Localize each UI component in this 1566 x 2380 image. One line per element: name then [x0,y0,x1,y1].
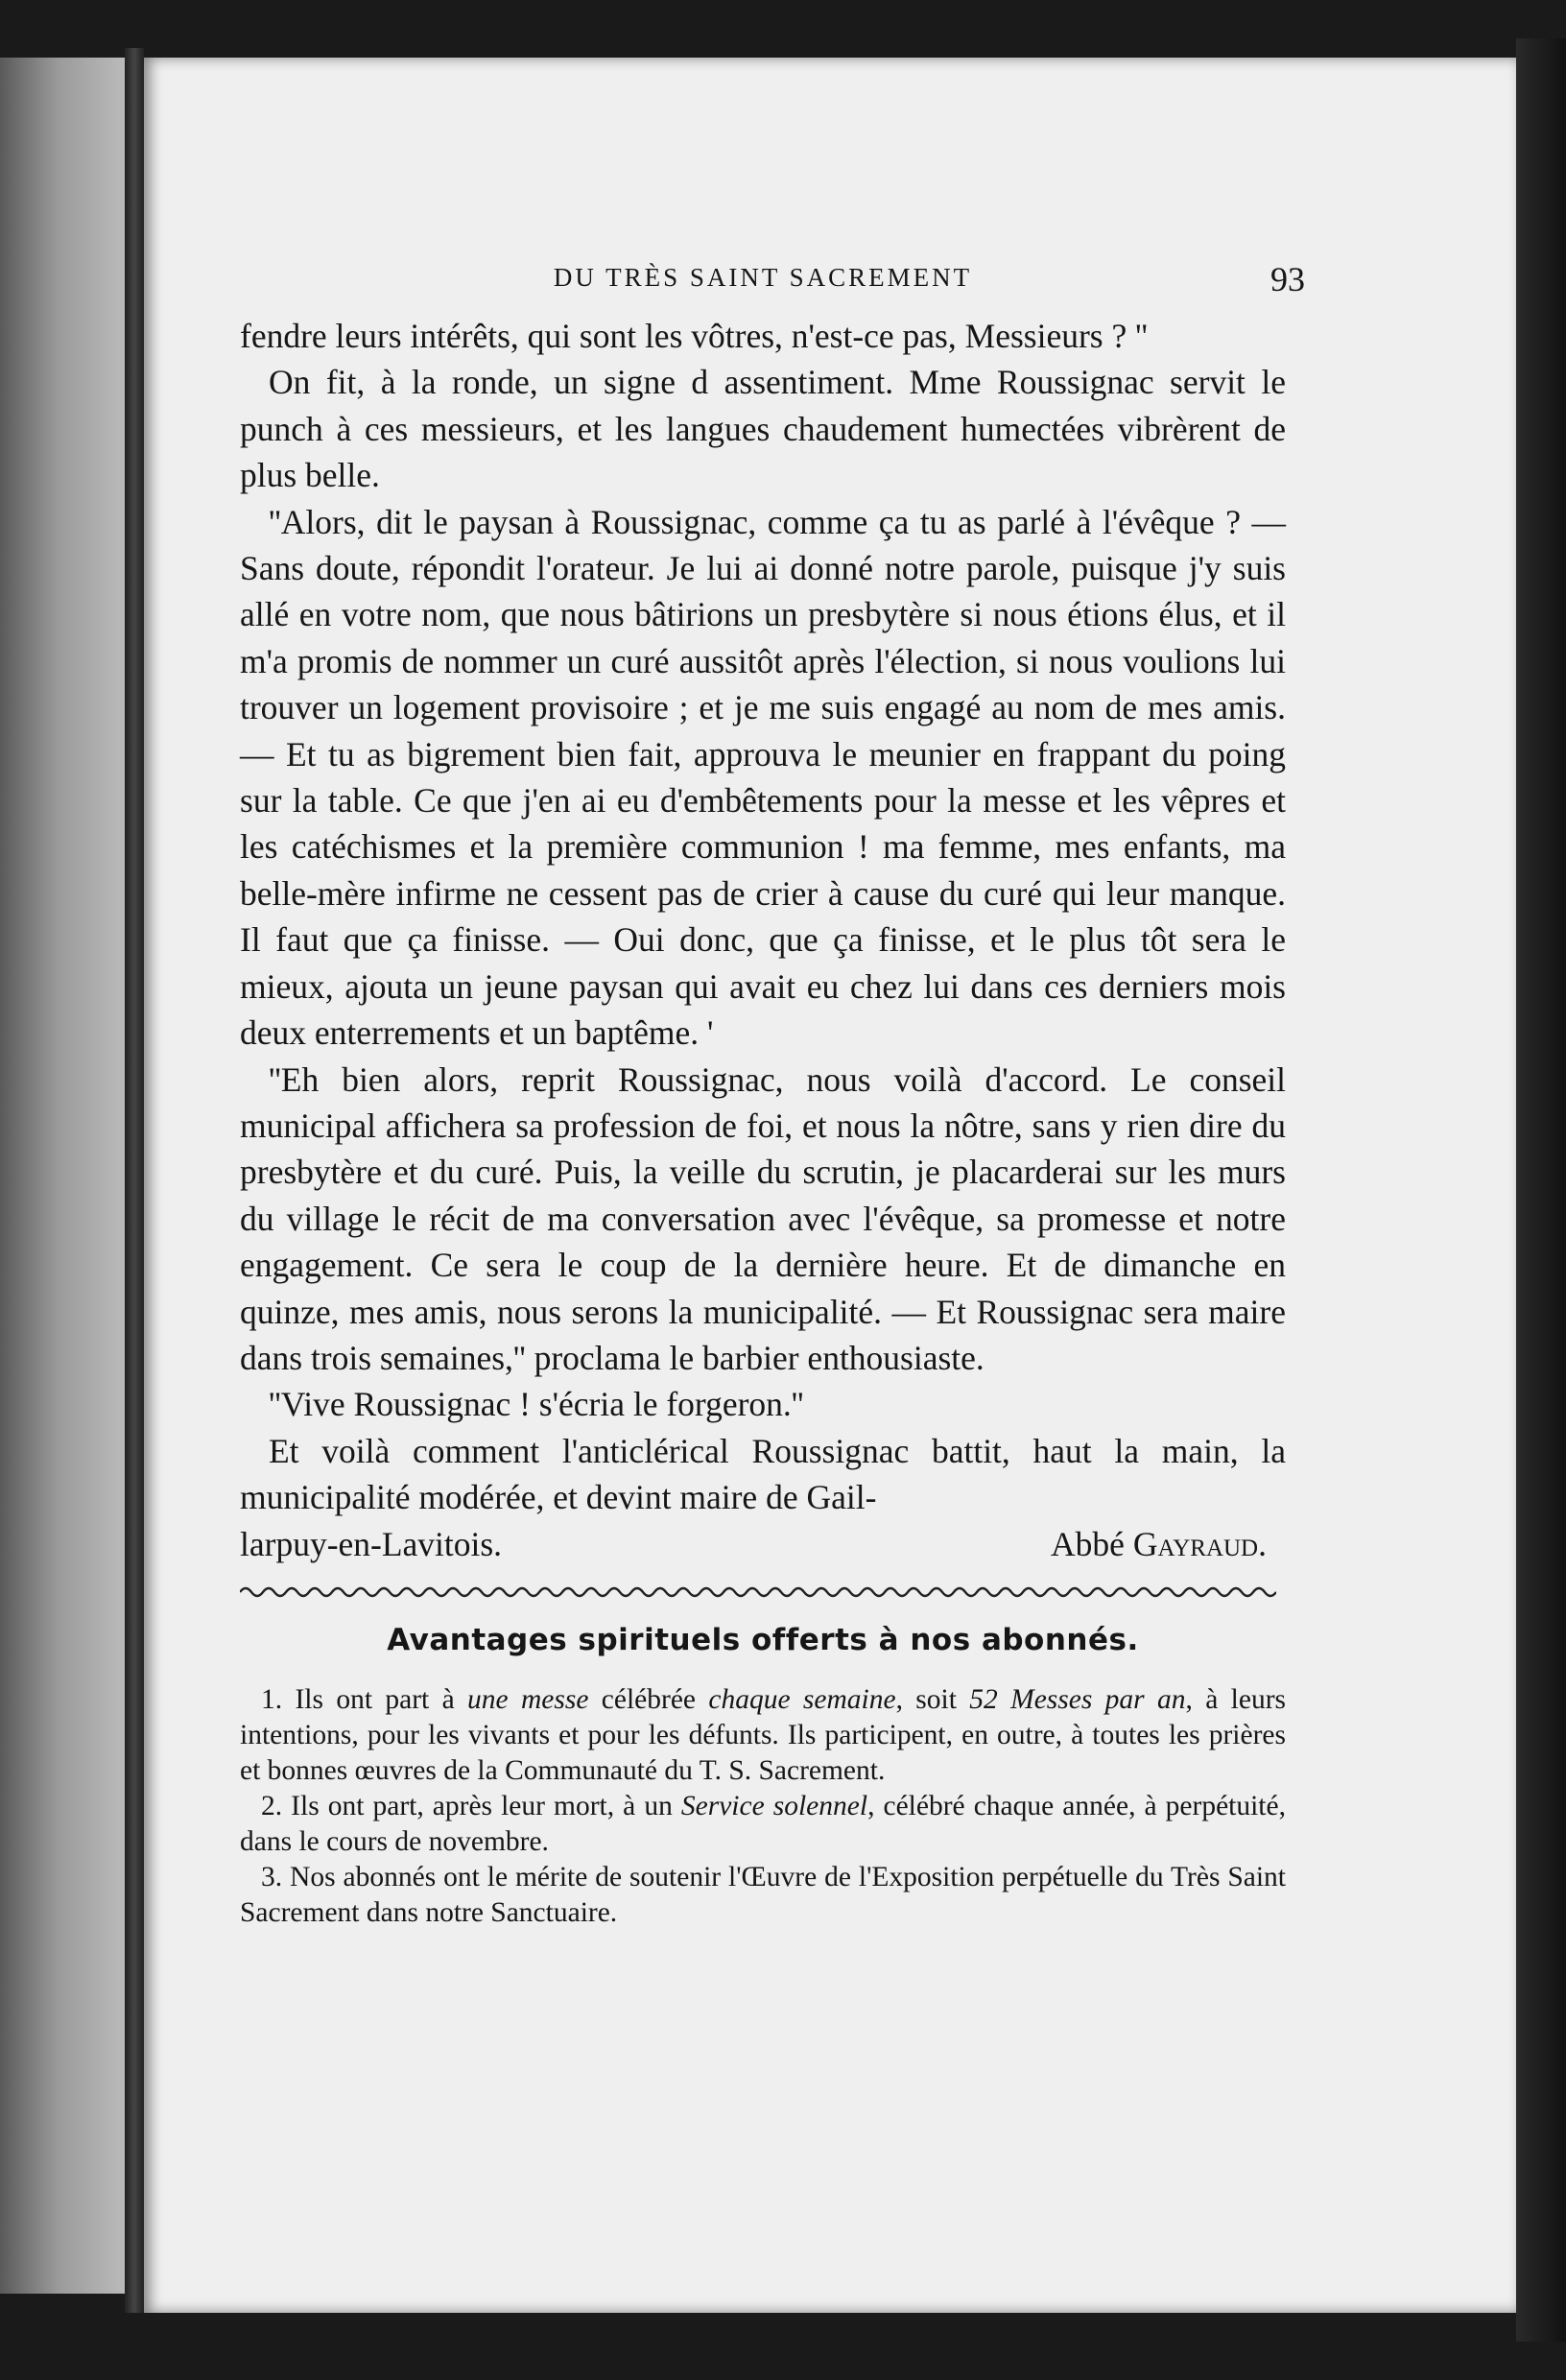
notice-text: célébrée [588,1683,709,1715]
signature-name: Abbé [1051,1524,1125,1563]
notice-list [240,1682,1286,1931]
paragraph: ''Alors, dit le paysan à Roussignac, comme ça tu as parlé à l'évêque ? — Sans doute, répondit l'orateur. Je lui ai donné notre parole, puisque j'y suis allé en votre nom, que nous bâtirions un presbytère si nous étions élus, et il m'a promis de nommer un curé aussitôt après l'élection, si nous voulions lui trouver un logement provisoire ; et je me suis engagé au nom de mes amis. — Et tu as bigrement bien fait, approuva le meunier en frappant du poing sur la table. Ce que j'en ai eu d'embêtements pour la messe et les vêpres et les catéchismes et la première communion ! ma femme, mes enfants, ma belle-mère infirme ne cessent pas de crier à cause du curé qui leur manque. Il faut que ça finisse. — Oui donc, que ça finisse, et le plus tôt sera le mieux, ajouta un jeune paysan qui avait eu chez lui dans ces derniers mois deux enterrements et un baptême. ' [240,502,1286,1053]
paragraph: On fit, à la ronde, un signe d assentiment. Mme Roussignac servit le punch à ces messieurs, et les langues chaudement humectées vibrèrent de plus belle. [240,363,1286,495]
notice-title: Avantages spirituels offerts à nos abonnés. [387,1622,1139,1657]
running-head [240,259,1305,313]
scan-border [1516,38,1566,2342]
page-number: 93 [1270,260,1305,298]
notice-text: , soit [895,1683,970,1715]
author-signature [1051,1521,1286,1567]
wavy-divider [240,1579,1276,1602]
notice-text: 2. Ils ont part, après leur mort, à un [261,1790,681,1821]
signature-surname: Gayraud. [1132,1524,1267,1563]
paragraph: Et voilà comment l'anticlérical Roussignac battit, haut la main, la municipalité modérée, et devint maire de Gail- [240,1431,1286,1517]
paragraph: ''Eh bien alors, reprit Roussignac, nous voilà d'accord. Le conseil municipal affichera sa profession de foi, et nous la nôtre, sans y rien dire du presbytère et du curé. Puis, la veille du scrutin, je placarderai sur les murs du village le récit de ma conversation avec l'évêque, sa promesse et notre engagement. Ce sera le coup de la dernière heure. Et de dimanche en quinze, mes amis, nous serons la municipalité. — Et Roussignac sera maire dans trois semaines,'' proclama le barbier enthousiaste. [240,1059,1286,1377]
notice-item [240,1682,1286,1789]
running-title: DU TRÈS SAINT SACREMENT [553,263,973,292]
page-content [240,259,1305,1931]
notice-emphasis: Service solennel [680,1790,868,1821]
paragraph: fendre leurs intérêts, qui sont les vôtres, n'est-ce pas, Messieurs ? '' [240,317,1148,355]
notice-emphasis: chaque semaine [708,1683,896,1715]
closing-line [240,1521,1286,1567]
book-spine [125,48,144,2313]
closing-place: larpuy-en-Lavitois. [240,1524,503,1563]
notice-emphasis: une messe [467,1683,589,1715]
notice-text: 1. Ils ont part à [261,1683,468,1715]
story-text [240,313,1286,1567]
paragraph: ''Vive Roussignac ! s'écria le forgeron.'' [269,1385,804,1424]
notice-item: 3. Nos abonnés ont le mérite de soutenir l'Œuvre de l'Exposition perpétuelle du Très Saint Sacrement dans notre Sanctuaire. [240,1861,1286,1928]
facing-page-edge [0,58,144,2294]
notice-emphasis: 52 Messes par an [969,1683,1186,1715]
notice-item [240,1789,1286,1860]
notice-text: , célébré chaque année, à perpétuité, dans le cours de novembre. [240,1790,1286,1857]
notice-text: , à leurs intentions, pour les vivants et pour les défunts. Ils participent, en outre, à toutes les prières et bonnes œuvres de la Communauté du T. S. Sacrement. [240,1683,1287,1786]
